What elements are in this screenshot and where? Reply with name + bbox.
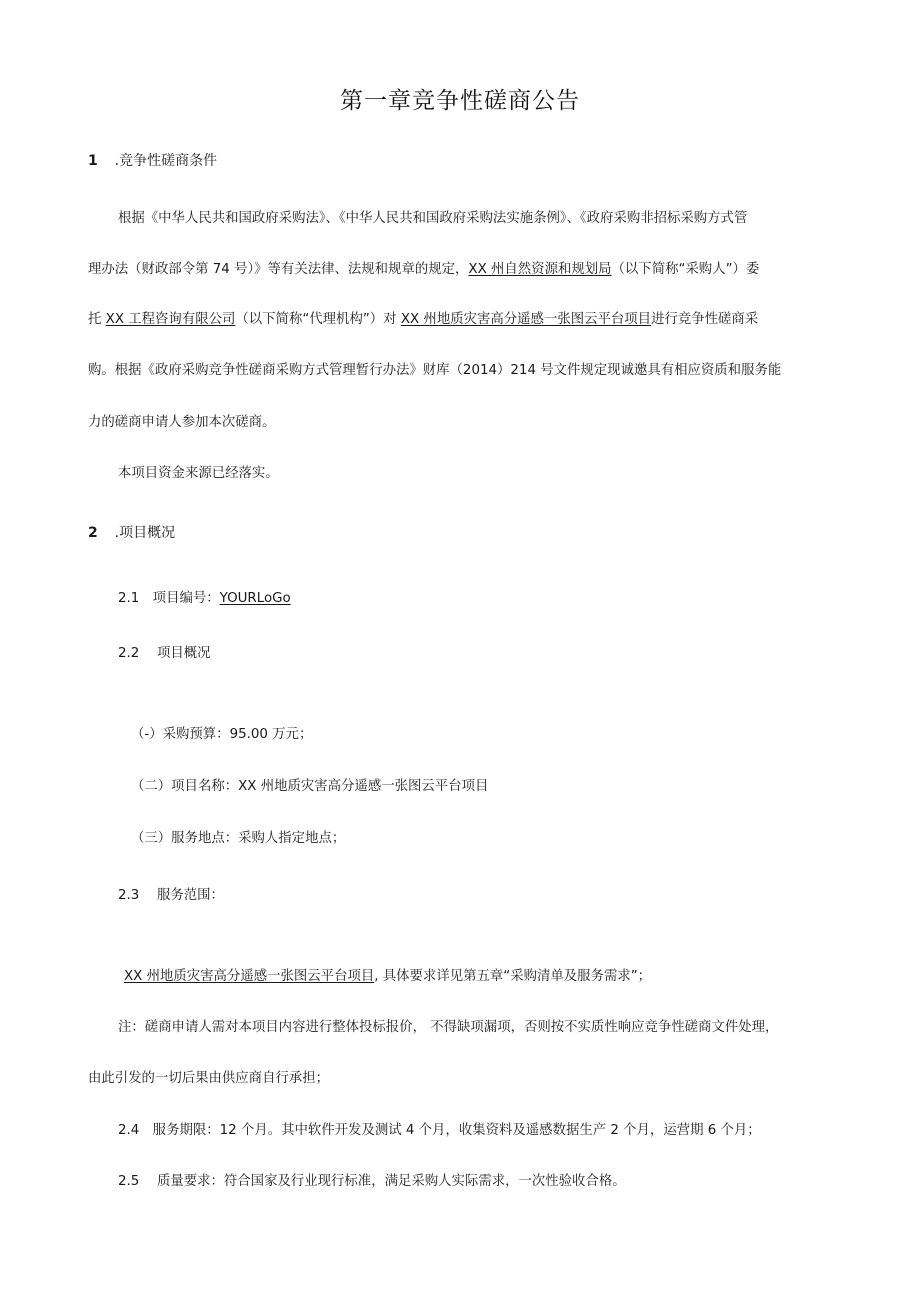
note-line2: 由此引发的一切后果由供应商自行承担； <box>88 1071 330 1086</box>
section-2-title: .项目概况 <box>114 525 176 541</box>
para1-line2 <box>88 258 759 277</box>
service-location-item: （三）服务地点：采购人指定地点； <box>131 831 346 846</box>
para1-line2-text: 理办法（财政部令第 74 号）》等有关法律、法规和规章的规定， <box>88 262 469 277</box>
para1-line4: 购。根据《政府采购竞争性磋商采购方式管理暂行办法》财库（2014）214 号文件规定现诚邀具有相应资质和服务能 <box>88 363 782 378</box>
project-number-value: YOURLoGo <box>219 591 291 606</box>
para1-line3-mid: （以下简称“代理机构”）对 <box>235 312 401 327</box>
para1-line3-tail: 进行竞争性磋商采 <box>651 312 759 327</box>
para1-line1: 根据《中华人民共和国政府采购法》、《中华人民共和国政府采购法实施条例》、《政府采购非招标采购方式管 <box>118 211 748 226</box>
section-2-number: 2 <box>88 525 98 541</box>
note-line1: 注：磋商申请人需对本项目内容进行整体投标报价， 不得缺项漏项，否则按不实质性响应竞争性磋商文件处理， <box>118 1020 779 1035</box>
section-1-heading <box>88 150 217 170</box>
item-2-4: 2.4 服务期限：12 个月。其中软件开发及测试 4 个月，收集资料及遥感数据生产 2 个月，运营期 6 个月； <box>118 1123 761 1138</box>
scope-project-name: XX 州地质灾害高分遥感一张图云平台项目 <box>124 969 375 984</box>
para1-line3-head: 托 <box>88 312 106 327</box>
budget-item: （-）采购预算：95.00 万元； <box>131 727 313 742</box>
service-scope <box>124 965 651 984</box>
para1-line5: 力的磋商申请人参加本次磋商。 <box>88 415 276 430</box>
page-title: 第一章竞争性磋商公告 <box>340 88 580 114</box>
project-name-item: （二）项目名称：XX 州地质灾害高分遥感一张图云平台项目 <box>131 779 489 794</box>
item-2-3: 2.3 服务范围： <box>118 888 224 903</box>
para1-line2-tail: （以下简称“采购人”）委 <box>611 262 760 277</box>
item-2-5: 2.5 质量要求：符合国家及行业现行标准，满足采购人实际需求，一次性验收合格。 <box>118 1174 626 1189</box>
section-1-title: .竞争性磋商条件 <box>114 153 218 169</box>
purchaser-name: XX 州自然资源和规划局 <box>468 262 612 277</box>
project-number-label: 2.1 项目编号： <box>118 591 220 606</box>
section-2-heading <box>88 522 175 542</box>
scope-detail: , 具体要求详见第五章“采购清单及服务需求”； <box>374 969 652 984</box>
para1-line3 <box>88 308 758 327</box>
item-2-1 <box>118 587 291 606</box>
funding-statement: 本项目资金来源已经落实。 <box>118 466 279 481</box>
project-name: XX 州地质灾害高分遥感一张图云平台项目 <box>400 312 652 327</box>
section-1-number: 1 <box>88 153 98 169</box>
item-2-2: 2.2 项目概况 <box>118 646 211 661</box>
agency-name: XX 工程咨询有限公司 <box>105 312 236 327</box>
